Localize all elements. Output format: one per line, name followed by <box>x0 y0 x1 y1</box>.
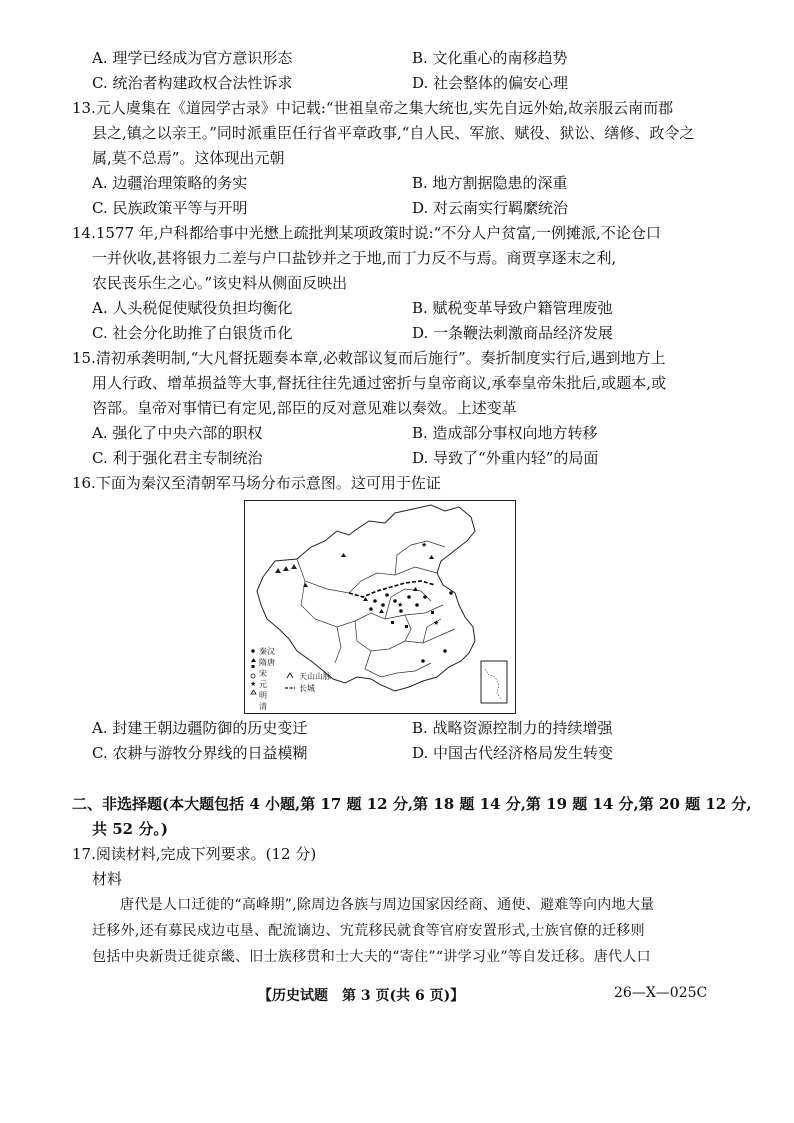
q14-stem-line3: 农民丧乐生之心。”该史料从侧面反映出 <box>92 274 348 292</box>
svg-text:★: ★ <box>250 680 257 688</box>
q12-option-b: B. 文化重心的南移趋势 <box>412 49 568 67</box>
section2-header-line2: 共 52 分。) <box>92 820 168 838</box>
q14-option-b: B. 赋税变革导致户籍管理废弛 <box>412 299 613 317</box>
legend-song: 宋 <box>259 669 267 678</box>
legend-great-wall: 长城 <box>299 684 315 693</box>
q17-material-p1: 唐代是人口迁徙的“高峰期”,除周边各族与周边国家因经商、通使、避难等向内地大量 <box>120 897 655 913</box>
legend-qinhan: 秦汉 <box>259 647 275 656</box>
legend-ming: 明 <box>259 691 267 700</box>
legend-tianshan: 天山山脉 <box>299 672 331 681</box>
q16-option-c: C. 农耕与游牧分界线的日益模糊 <box>92 744 308 762</box>
q14-stem-line1: 14.1577 年,户科都给事中光懋上疏批判某项政策时说:“不分人户贫富,一例摊派,不论仓口 <box>72 224 661 242</box>
q17-material-p3: 包括中央新贵迁徙京畿、旧士族移贯和士大夫的“寄住”“讲学习业”等自发迁移。唐代人口 <box>92 949 651 965</box>
q14-option-d: D. 一条鞭法刺激商品经济发展 <box>412 324 614 342</box>
military-horse-farm-map <box>244 500 516 714</box>
q15-stem-line2: 用人行政、增革损益等大事,督抚往往先通过密折与皇帝商议,承奉皇帝朱批后,或题本,或 <box>92 374 667 392</box>
footer-page-info: 【历史试题 第 3 页(共 6 页)】 <box>258 988 465 1004</box>
china-map-graphic <box>245 501 514 712</box>
svg-text:★: ★ <box>421 541 428 549</box>
q17-title: 17.阅读材料,完成下列要求。(12 分) <box>72 845 317 863</box>
q12-option-d: D. 社会整体的偏安心理 <box>412 74 569 92</box>
q15-option-c: C. 利于强化君主专制统治 <box>92 449 263 467</box>
q14-stem-line2: 一并伙收,甚将银力二差与户口盐钞并之于地,而丁力反不与焉。商贾享逐末之利, <box>92 249 617 267</box>
footer-code: 26—X—025C <box>614 985 708 1001</box>
q12-option-a: A. 理学已经成为官方意识形态 <box>92 49 293 67</box>
q16-stem-line1: 16.下面为秦汉至清朝军马场分布示意图。这可用于佐证 <box>72 474 441 492</box>
q16-option-a: A. 封建王朝边疆防御的历史变迁 <box>92 719 308 737</box>
q13-option-c: C. 民族政策平等与开明 <box>92 199 248 217</box>
q15-option-b: B. 造成部分事权向地方转移 <box>412 424 598 442</box>
legend-yuan: 元 <box>259 680 267 689</box>
q13-option-b: B. 地方割据隐患的深重 <box>412 174 568 192</box>
q13-stem-line2: 县之,镇之以亲王。”同时派重臣任行省平章政事,“自人民、军旅、赋役、狱讼、缮修、政令之 <box>92 124 695 142</box>
q15-option-a: A. 强化了中央六部的职权 <box>92 424 263 442</box>
svg-text:★: ★ <box>433 619 440 627</box>
section2-header-line1: 二、非选择题(本大题包括 4 小题,第 17 题 12 分,第 18 题 14 分,第 19 题 14 分,第 20 题 12 分, <box>72 795 752 813</box>
q14-option-a: A. 人头税促使赋役负担均衡化 <box>92 299 293 317</box>
q17-material-label: 材料 <box>92 870 123 888</box>
q15-stem-line1: 15.清初承袭明制,“大凡督抚题奏本章,必敕部议复而后施行”。奏折制度实行后,遇到地方上 <box>72 349 666 367</box>
q13-stem-line1: 13.元人虞集在《道园学古录》中记载:“世祖皇帝之集大统也,实先自远外始,故亲服云南而郡 <box>72 99 674 117</box>
q15-stem-line3: 咨部。皇帝对事情已有定见,部臣的反对意见难以奏效。上述变革 <box>92 399 517 417</box>
q14-option-c: C. 社会分化助推了白银货币化 <box>92 324 293 342</box>
q13-option-d: D. 对云南实行羁縻统治 <box>412 199 569 217</box>
q16-option-b: B. 战略资源控制力的持续增强 <box>412 719 613 737</box>
svg-text:★: ★ <box>397 601 404 609</box>
q17-material-p2: 迁移外,还有募民戍边屯垦、配流谪边、宄荒移民就食等官府安置形式,士族官僚的迁移则 <box>92 923 645 939</box>
q15-option-d: D. 导致了“外重内轻”的局面 <box>412 449 599 467</box>
q12-option-c: C. 统治者构建政权合法性诉求 <box>92 74 293 92</box>
q13-option-a: A. 边疆治理策略的务实 <box>92 174 248 192</box>
legend-suitang: 隋唐 <box>259 658 275 667</box>
legend-qing: 清 <box>259 702 267 711</box>
q16-option-d: D. 中国古代经济格局发生转变 <box>412 744 614 762</box>
q13-stem-line3: 属,莫不总焉”。这体现出元朝 <box>92 149 285 167</box>
